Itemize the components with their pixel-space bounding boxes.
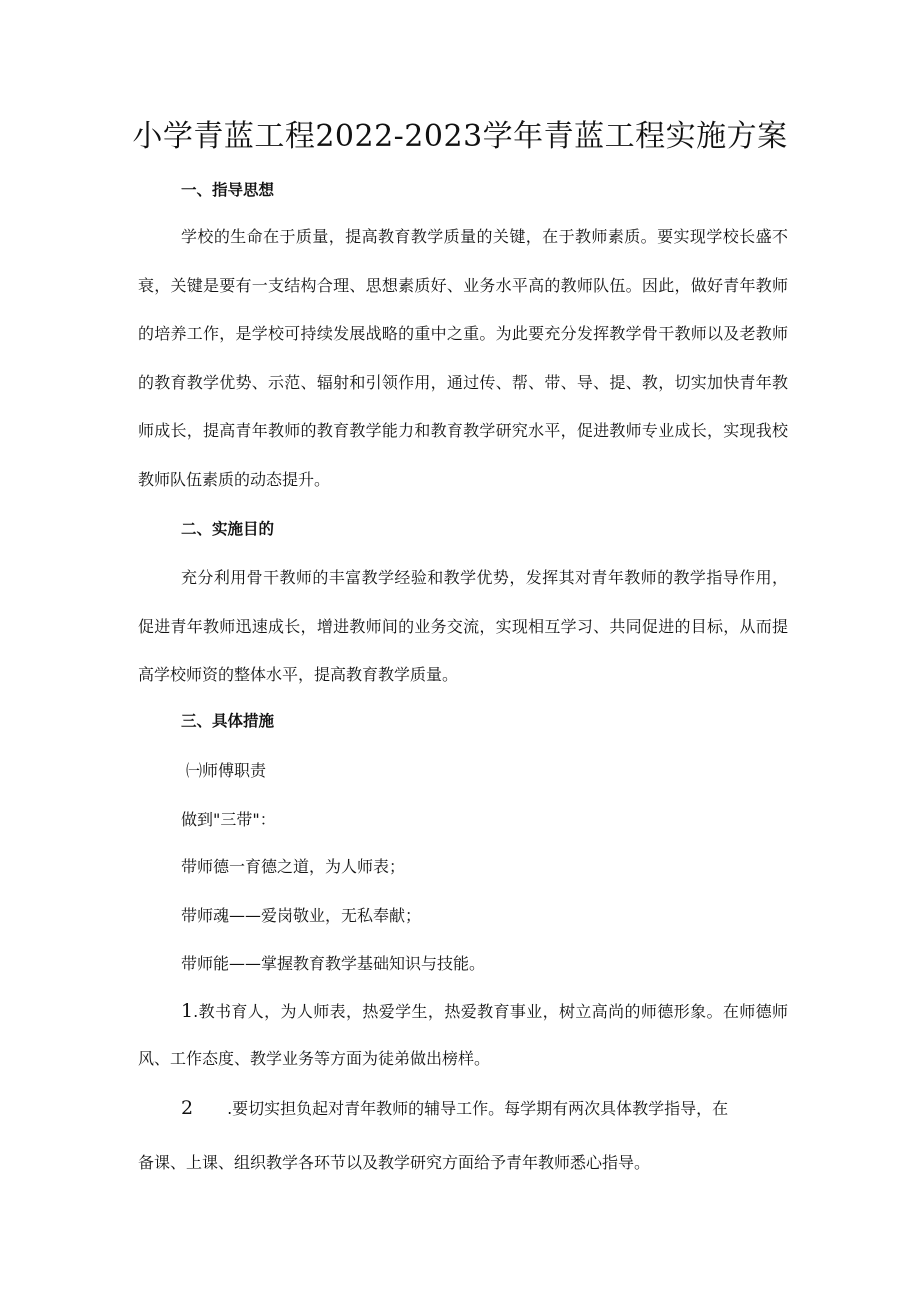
numbered-item [181,1096,728,1121]
section-heading-implementation-purpose: 二、实施目的 [181,520,275,538]
section-heading-guiding-ideology: 一、指导思想 [181,181,275,199]
numbered-item-continuation: 备课、上课、组织教学各环节以及教学研究方面给予青年教师悉心指导。 [138,1153,651,1172]
section-heading-specific-measures: 三、具体措施 [181,712,275,730]
list-item: 带师德一育德之道，为人师表； [181,857,406,876]
list-item: 带师能——掌握教育教学基础知识与技能。 [181,954,486,973]
list-item: 带师魂——爱岗敬业，无私奉献； [181,906,422,925]
subheading-mentor-duties: ㈠师傅职责 [186,761,267,780]
numbered-item [138,988,788,1082]
document-title: 小学青蓝工程2022-2023学年青蓝工程实施方案 [132,119,788,154]
item-number: 1 [181,1000,194,1022]
item-number: 2 [181,1097,194,1119]
section-paragraph-implementation-purpose: 充分利用骨干教师的丰富教学经验和教学优势，发挥其对青年教师的教学指导作用，促进青年教师迅速成长，增进教师间的业务交流，实现相互学习、共同促进的目标，从而提高学校师资的整体水平，提高教育教学质量。 [138,568,788,684]
three-bring-intro: 做到"三带"： [181,810,276,829]
item-text: .要切实担负起对青年教师的辅导工作。每学期有两次具体教学指导，在 [227,1099,729,1118]
item-text: .教书育人，为人师表，热爱学生，热爱教育事业，树立高尚的师德形象。在师德师风、工作态度、教学业务等方面为徒弟做出榜样。 [138,1002,788,1068]
section-paragraph-guiding-ideology: 学校的生命在于质量，提高教育教学质量的关键，在于教师素质。要实现学校长盛不衰，关键是要有一支结构合理、思想素质好、业务水平高的教师队伍。因此，做好青年教师的培养工作，是学校可持续发展战略的重中之重。为此要充分发挥教学骨干教师以及老教师的教育教学优势、示范、辐射和引领作用，通过传、帮、带、导、提、教，切实加快青年教师成长，提高青年教师的教育教学能力和教育教学研究水平，促进教师专业成长，实现我校教师队伍素质的动态提升。 [138,227,788,489]
